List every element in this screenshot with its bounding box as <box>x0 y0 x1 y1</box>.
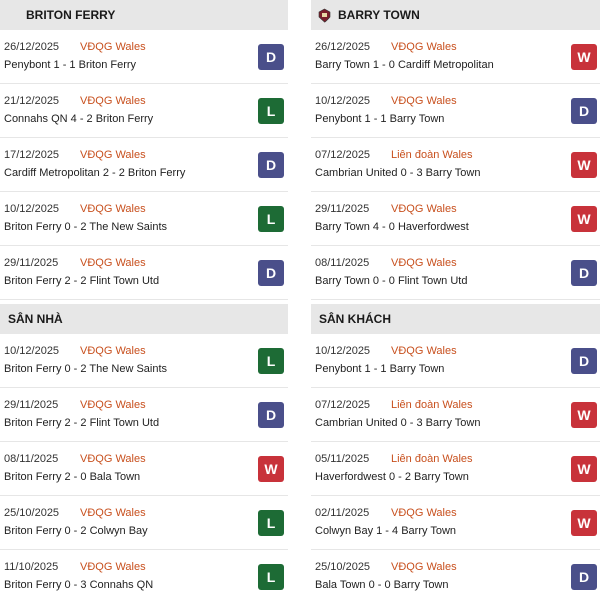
match-row[interactable] <box>311 334 600 388</box>
result-badge: L <box>258 206 284 232</box>
match-score: Briton Ferry 2 - 2 Flint Town Utd <box>4 417 160 429</box>
match-score: Haverfordwest 0 - 2 Barry Town <box>315 471 469 483</box>
match-row[interactable] <box>0 334 288 388</box>
match-date: 08/11/2025 <box>4 453 59 465</box>
briton-ferry-panel <box>0 0 288 300</box>
result-badge: W <box>258 456 284 482</box>
match-score: Cambrian United 0 - 3 Barry Town <box>315 167 481 179</box>
match-date: 25/10/2025 <box>315 561 371 573</box>
match-score: Briton Ferry 0 - 3 Connahs QN <box>4 579 154 591</box>
match-score: Colwyn Bay 1 - 4 Barry Town <box>315 525 457 537</box>
match-score: Penybont 1 - 1 Barry Town <box>315 363 445 375</box>
match-list <box>0 30 288 300</box>
match-date: 02/11/2025 <box>315 507 370 519</box>
match-row[interactable] <box>0 550 288 596</box>
match-date: 07/12/2025 <box>315 399 371 411</box>
match-date: 29/11/2025 <box>315 203 370 215</box>
barry-town-header <box>311 0 600 30</box>
competition-link[interactable]: VĐQG Wales <box>80 345 146 357</box>
match-score: Penybont 1 - 1 Barry Town <box>315 113 445 125</box>
competition-link[interactable]: VĐQG Wales <box>80 41 146 53</box>
result-badge: W <box>571 206 597 232</box>
competition-link[interactable]: VĐQG Wales <box>391 561 457 573</box>
result-badge: L <box>258 510 284 536</box>
match-row[interactable] <box>0 30 288 84</box>
match-date: 10/12/2025 <box>4 203 60 215</box>
match-score: Barry Town 4 - 0 Haverfordwest <box>315 221 469 233</box>
match-score: Briton Ferry 0 - 2 Colwyn Bay <box>4 525 148 537</box>
match-list <box>0 334 288 596</box>
competition-link[interactable]: VĐQG Wales <box>391 41 457 53</box>
match-row[interactable] <box>0 192 288 246</box>
team-title: BARRY TOWN <box>338 8 420 22</box>
competition-link[interactable]: VĐQG Wales <box>80 95 146 107</box>
match-list <box>311 30 600 300</box>
competition-link[interactable]: VĐQG Wales <box>80 203 146 215</box>
match-list <box>311 334 600 596</box>
form-panels-bottom <box>0 304 600 596</box>
result-badge: D <box>258 152 284 178</box>
competition-link[interactable]: VĐQG Wales <box>80 257 146 269</box>
match-score: Connahs QN 4 - 2 Briton Ferry <box>4 113 154 125</box>
result-badge: L <box>258 564 284 590</box>
match-date: 10/12/2025 <box>4 345 60 357</box>
match-row[interactable] <box>0 388 288 442</box>
match-row[interactable] <box>311 442 600 496</box>
match-date: 25/10/2025 <box>4 507 60 519</box>
result-badge: D <box>258 44 284 70</box>
competition-link[interactable]: VĐQG Wales <box>80 561 146 573</box>
competition-link[interactable]: VĐQG Wales <box>80 399 146 411</box>
result-badge: D <box>571 260 597 286</box>
competition-link[interactable]: VĐQG Wales <box>391 507 457 519</box>
match-score: Barry Town 0 - 0 Flint Town Utd <box>315 275 468 287</box>
match-row[interactable] <box>311 550 600 596</box>
result-badge: D <box>571 98 597 124</box>
match-row[interactable] <box>0 496 288 550</box>
result-badge: L <box>258 98 284 124</box>
match-row[interactable] <box>311 84 600 138</box>
result-badge: D <box>571 348 597 374</box>
match-row[interactable] <box>0 84 288 138</box>
competition-link[interactable]: VĐQG Wales <box>391 345 457 357</box>
match-score: Cambrian United 0 - 3 Barry Town <box>315 417 481 429</box>
competition-link[interactable]: VĐQG Wales <box>391 203 457 215</box>
competition-link[interactable]: VĐQG Wales <box>391 257 457 269</box>
result-badge: W <box>571 510 597 536</box>
competition-link[interactable]: VĐQG Wales <box>80 507 146 519</box>
match-score: Bala Town 0 - 0 Barry Town <box>315 579 449 591</box>
section-title: SÂN KHÁCH <box>319 312 391 326</box>
match-row[interactable] <box>311 388 600 442</box>
result-badge: L <box>258 348 284 374</box>
home-venue-header <box>0 304 288 334</box>
match-row[interactable] <box>311 246 600 300</box>
result-badge: W <box>571 402 597 428</box>
match-row[interactable] <box>0 246 288 300</box>
home-venue-panel <box>0 304 288 596</box>
match-row[interactable] <box>311 138 600 192</box>
barry-town-crest-icon <box>317 8 332 23</box>
briton-ferry-header <box>0 0 288 30</box>
competition-link[interactable]: Liên đoàn Wales <box>391 399 473 411</box>
match-row[interactable] <box>311 192 600 246</box>
competition-link[interactable]: Liên đoàn Wales <box>391 149 473 161</box>
match-date: 07/12/2025 <box>315 149 371 161</box>
match-score: Penybont 1 - 1 Briton Ferry <box>4 59 137 71</box>
result-badge: D <box>258 260 284 286</box>
match-score: Barry Town 1 - 0 Cardiff Metropolitan <box>315 59 494 71</box>
away-venue-header <box>311 304 600 334</box>
match-row[interactable] <box>311 496 600 550</box>
result-badge: W <box>571 456 597 482</box>
section-title: SÂN NHÀ <box>8 312 63 326</box>
match-date: 26/12/2025 <box>4 41 60 53</box>
match-date: 05/11/2025 <box>315 453 370 465</box>
match-date: 10/12/2025 <box>315 95 371 107</box>
match-score: Cardiff Metropolitan 2 - 2 Briton Ferry <box>4 167 186 179</box>
match-score: Briton Ferry 2 - 0 Bala Town <box>4 471 141 483</box>
match-score: Briton Ferry 2 - 2 Flint Town Utd <box>4 275 160 287</box>
match-date: 08/11/2025 <box>315 257 370 269</box>
match-date: 29/11/2025 <box>4 399 59 411</box>
competition-link[interactable]: VĐQG Wales <box>80 453 146 465</box>
competition-link[interactable]: Liên đoàn Wales <box>391 453 473 465</box>
match-row[interactable] <box>0 138 288 192</box>
result-badge: D <box>258 402 284 428</box>
team-title: BRITON FERRY <box>26 8 116 22</box>
barry-town-panel <box>311 0 600 300</box>
match-date: 17/12/2025 <box>4 149 60 161</box>
match-date: 29/11/2025 <box>4 257 59 269</box>
result-badge: D <box>571 564 597 590</box>
match-score: Briton Ferry 0 - 2 The New Saints <box>4 221 168 233</box>
away-venue-panel <box>311 304 600 596</box>
result-badge: W <box>571 152 597 178</box>
match-date: 10/12/2025 <box>315 345 371 357</box>
match-date: 21/12/2025 <box>4 95 60 107</box>
competition-link[interactable]: VĐQG Wales <box>80 149 146 161</box>
competition-link[interactable]: VĐQG Wales <box>391 95 457 107</box>
result-badge: W <box>571 44 597 70</box>
match-row[interactable] <box>0 442 288 496</box>
match-score: Briton Ferry 0 - 2 The New Saints <box>4 363 168 375</box>
match-date: 11/10/2025 <box>4 561 59 573</box>
match-row[interactable] <box>311 30 600 84</box>
match-date: 26/12/2025 <box>315 41 371 53</box>
